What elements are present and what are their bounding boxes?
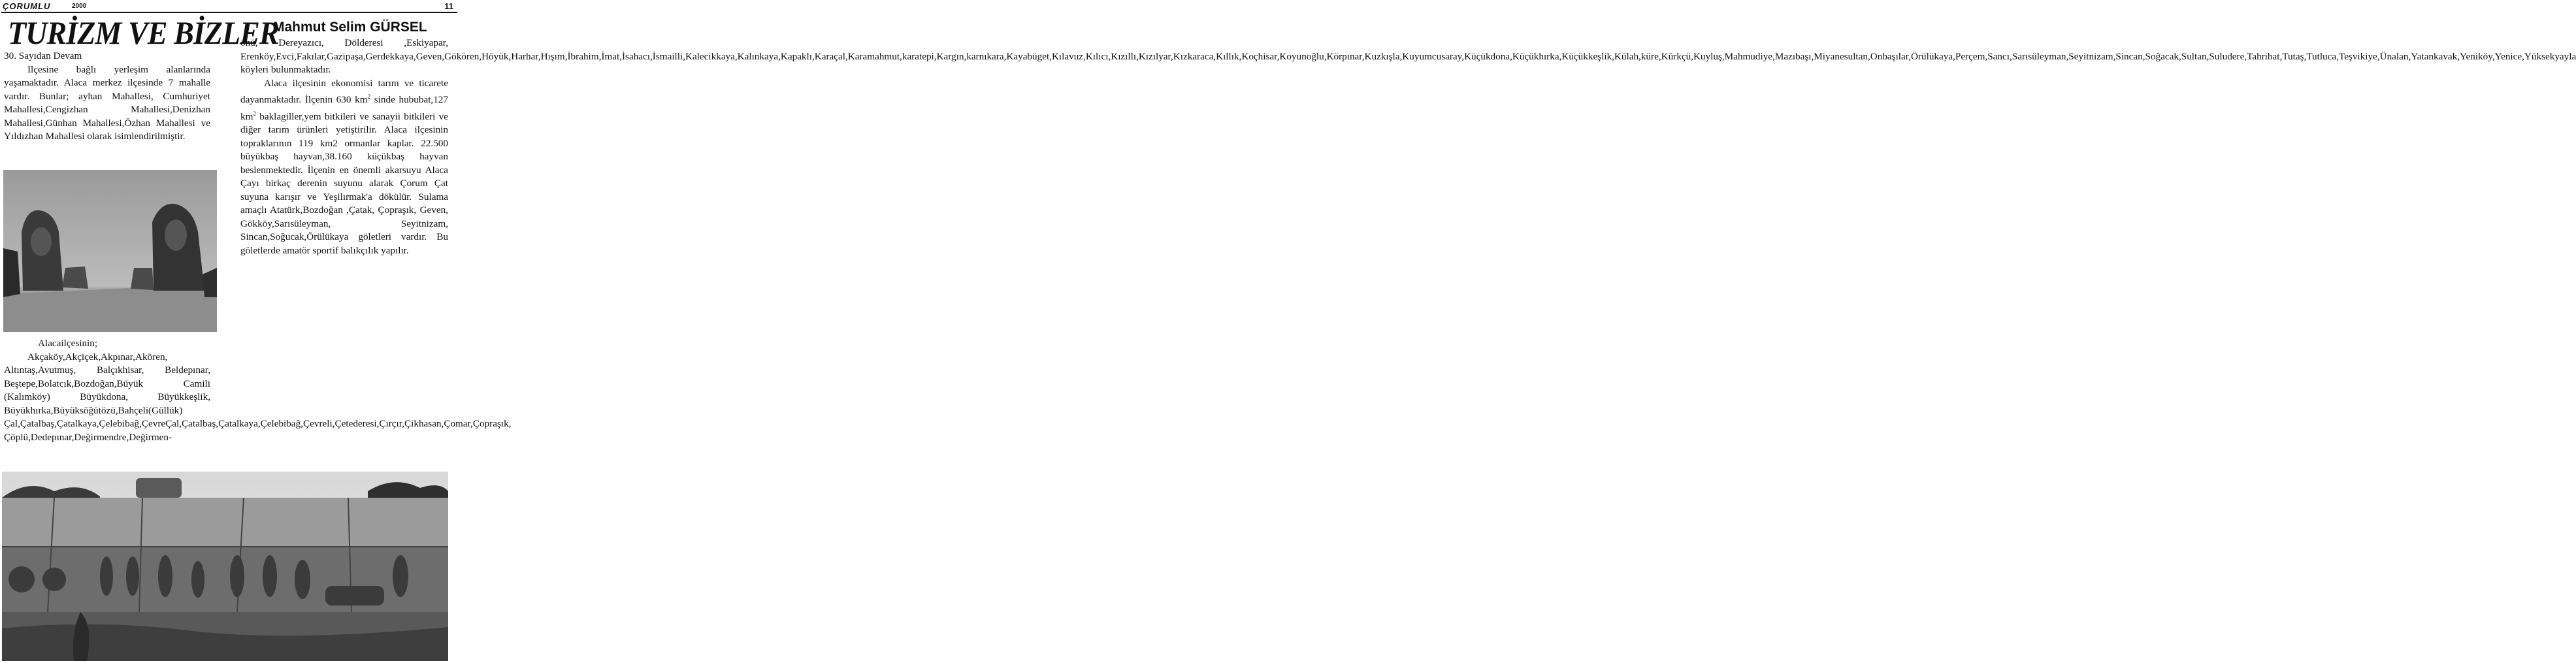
paragraph-2: Akçaköy,Akçiçek,Akpınar,Akören, Altıntaş,Avutmuş, Balçıkhisar, Beldepınar, Beştepe,Bolatcık,Bozdoğan,Büyük Camili (Kalımköy) Büyükdona, Büyükkeşlik, Büyükhırka,Büyüksöğütözü,Bahçeli(Güllük) Çal,Çatalbaş,Çatalkaya,Çelebibağ,ÇevreÇal,Çatalbaş,Çatalkaya,Çelebibağ,Çevreli,Çetederesi,Çırçır,Çikhasan,Çomar,Çopraşık, Çöplü,Dedepınar,Değirmendre,Değirmen- [4, 351, 512, 443]
superscript-1: 2 [367, 93, 371, 100]
paragraph-4 [240, 77, 448, 258]
page-number: 11 [444, 1, 453, 11]
right-column [240, 37, 2576, 257]
masthead-logo: ÇORUMLU [3, 1, 51, 11]
relief-wall-graphic [2, 472, 448, 661]
issue-year: 2000 [72, 3, 87, 10]
paragraph-3: önü, Dereyazıcı, Dölderesi ,Eskiyapar, Erenköy,Evci,Fakılar,Gazipaşa,Gerdekkaya,Geven,Gökören,Höyük,Harhar,Hışım,İbrahim,İmat,İsahacı,İsmailli,Kalecikkaya,Kalınkaya,Kapaklı,Karaçal,Karamahmut,karatepi,Kargın,karnıkara,Kayabüget,Kılavuz,Kılıcı,Kızıllı,Kızılyar,Kızkaraca,Kıllık,Koçhisar,Koyunoğlu,Körpınar,Kuzkışla,Kuyumcusaray,Küçükdona,Küçükhırka,Küçükkeşlik,Külah,küre,Kürkçü,Kuyluş,Mahmudiye,Mazıbaşı,Miyanesultan,Onbaşılar,Örülükaya,Perçem,Sancı,Sarısüleyman,Seyitnizam,Sincan,Soğacak,Sultan,Suludere,Tahribat,Tutaş,Tutluca,Teşvikiye,Ünalan,Yatankavak,Yeniköy,Yenice,Yüksekyayla köyleri bulunmaktadır. [240, 37, 2576, 75]
paragraph-1: Ilçesine bağlı yerleşim alanlarında yaşamaktadır. Alaca merkez ilçesinde 7 mahalle vardır. Bunlar; ayhan Mahallesi, Cumhuriyet Mahallesi,Cengizhan Mahallesi,Denizhan Mahallesi,Günhan Mahallesi,Özhan Mahallesi ve Yıldızhan Mahallesi olarak isimlendirilmiştir. [4, 63, 210, 142]
header-rule [1, 12, 457, 13]
superscript-2: 2 [253, 110, 256, 117]
paragraph-4-part-b: sinde hububat,127 km [240, 94, 448, 122]
sphinx-gate-graphic [3, 170, 217, 332]
paragraph-2-lead: Alacailçesinin; [38, 338, 98, 349]
paragraph-4-part-a: Alaca ilçesinin ekonomisi tarım ve ticarete dayanmaktadır. İlçenin 630 km [240, 77, 448, 106]
left-column-top [4, 50, 210, 144]
article-title: TURİZM VE BİZLER [8, 14, 279, 51]
left-column-bottom [4, 337, 512, 444]
article-author: Mahmut Selim GÜRSEL [273, 20, 427, 35]
relief-wall-photo [2, 472, 448, 661]
continued-note: 30. Sayıdan Devam [4, 50, 82, 61]
paragraph-4-part-c: baklagiller,yem bitkileri ve sanayii bitkileri ve diğer tarım ürünleri yetiştirilir. Alaca ilçesinin topraklarının 119 km2 ormanlar kaplar. 22.500 büyükbaş hayvan,38.160 küçükbaş hayvan beslenmektedir. İlçenin en önemli akarsuyu Alaca Çayı birkaç derenin suyunu alarak Çorum Çat suyuna karışır ve Yeşilırmak'a dökülür. Sulama amaçlı Atatürk,Bozdoğan ,Çatak, Çopraşık, Geven, Gökköy,Sarısüleyman, Seyitnizam, Sincan,Soğucak,Örülükaya göletleri vardır. Bu göletlerde amatör sportif balıkçılık yapılır. [240, 110, 448, 256]
sphinx-gate-photo [3, 170, 217, 332]
